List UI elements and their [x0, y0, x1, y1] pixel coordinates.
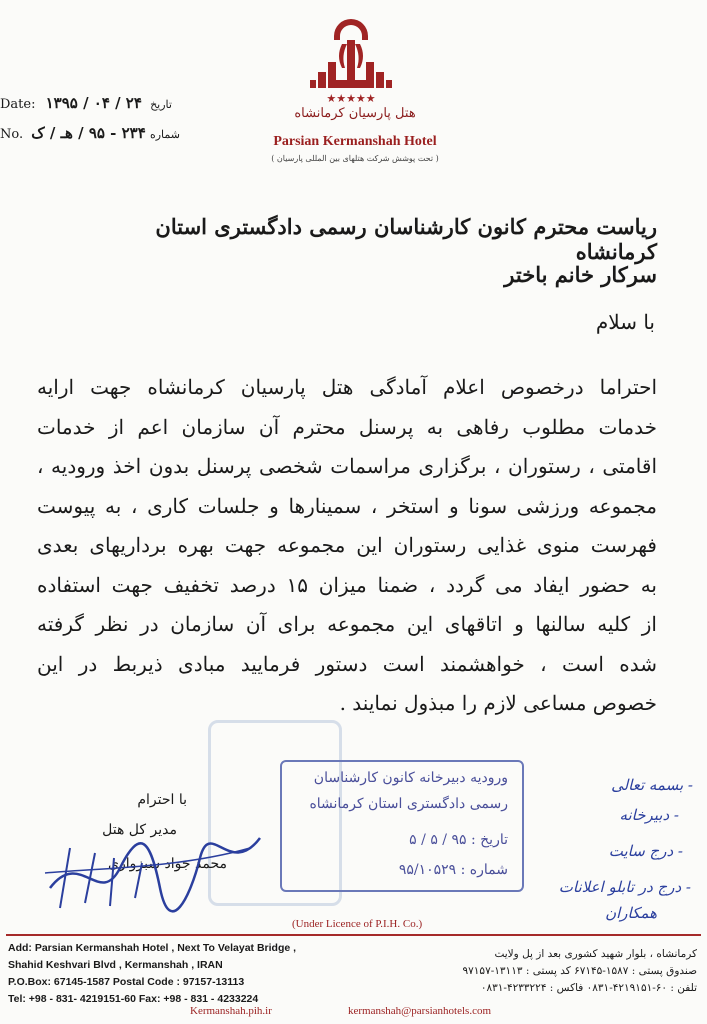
stamp-number: شماره : ۹۵/۱۰۵۲۹ [398, 862, 508, 878]
footer-line: تلفن : ۶۰-۴۲۱۹۱۵۱-۰۸۳۱ فاکس : ۴۲۳۳۲۲۴-۰۸۳۱ [480, 982, 697, 994]
hotel-name-fa: هتل پارسیان کرمانشاه [294, 106, 416, 121]
footer-address-fa [463, 946, 697, 997]
date-number-block [0, 88, 180, 148]
email-link[interactable]: kermanshah@parsianhotels.com [348, 1005, 492, 1017]
hotel-logo-icon [306, 14, 396, 106]
number-value: ۲۳۴ - ۹۵ / هـ / ک [31, 124, 146, 142]
handwritten-note: - بسمه تعالی [611, 776, 693, 794]
handwritten-note: همکاران [605, 904, 657, 922]
reception-stamp [280, 760, 524, 892]
footer-line: Add: Parsian Kermanshah Hotel , Next To Velayat Bridge , [8, 942, 297, 954]
footer-line: Shahid Keshvari Blvd , Kermanshah , IRAN [8, 959, 223, 971]
date-value: ۱۳۹۵ / ۰۴ / ۲۴ [45, 94, 142, 112]
footer-line: کرمانشاه ، بلوار شهید کشوری بعد از پل ولایت [494, 948, 697, 960]
stamp-line-1: ورودیه دبیرخانه کانون کارشناسان [313, 770, 508, 786]
greeting: با سلام [595, 310, 655, 334]
footer-line: صندوق پستی : ۱۵۸۷-۶۷۱۴۵ کد پستی : ۱۳۱۱۳-۹۷۱۵۷ [462, 965, 697, 977]
footer-address-en [8, 940, 296, 1008]
hotel-name-en: Parsian Kermanshah Hotel [273, 134, 437, 149]
number-label: No. [0, 127, 24, 142]
footer-line: P.O.Box: 67145-1587 Postal Code : 97157-13113 [8, 976, 245, 988]
regards: با احترام [137, 792, 187, 808]
number-label-fa: شماره [149, 128, 180, 141]
website-link[interactable]: Kermanshah.pih.ir [190, 1005, 272, 1017]
handwritten-note: - درج در تابلو اعلانات [558, 878, 691, 896]
body-line: شده است ، خواهشمند است دستور فرمایید مبادی ذیربط در این [37, 651, 657, 676]
signatory-name: محمد جواد سبزواری [108, 856, 227, 872]
footer-line: Tel: +98 - 831- 4219151-60 Fax: +98 - 831 - 4233224 [8, 993, 259, 1005]
body-line: احتراما درخصوص اعلام آمادگی هتل پارسیان کرمانشاه جهت ارایه [37, 375, 657, 399]
body-line: فهرست منوی غذایی رستوران این مجموعه جهت بهره برداریهای بعدی [37, 533, 657, 557]
stamp-line-2: رسمی دادگستری استان کرمانشاه [309, 796, 508, 812]
licence-note: (Under Licence of P.I.H. Co.) [292, 918, 423, 930]
signatory-title: مدیر کل هتل [102, 822, 177, 838]
body-line: به حضور ایفاد می گردد ، ضمنا میزان ۱۵ درصد تخفیف جهت استفاده [37, 572, 657, 597]
number-line [0, 118, 180, 148]
footer-divider [6, 934, 701, 936]
handwritten-note: - دبیرخانه [619, 806, 679, 824]
addressee-line-1: ریاست محترم کانون کارشناسان رسمی دادگستری استان کرمانشاه [155, 214, 657, 264]
body-line: خصوص مساعی لازم را مبذول نمایند . [339, 691, 657, 715]
date-label-fa: تاریخ [150, 98, 172, 111]
stamp-date: تاریخ : ۹۵ / ۵ / ۵ [409, 832, 508, 848]
signature-icon [40, 828, 270, 918]
hotel-subtitle: ( تحت پوشش شرکت هتلهای بین المللی پارسیان ) [271, 154, 439, 163]
addressee-line-2: سرکار خانم باختر [504, 262, 657, 287]
body-line: از کلیه سالنها و اتاقهای این مجموعه برای آن سازمان در نظر گرفته [37, 612, 657, 636]
handwritten-note: - درج سایت [608, 842, 683, 860]
letter-body [37, 368, 657, 724]
body-line: اقامتی ، رستوران ، برگزاری مراسمات شخصی پرسنل بدون اخذ ورودیه ، [37, 454, 657, 478]
logo-stars: ★★★★★ [326, 92, 376, 105]
date-line [0, 88, 180, 118]
body-line: خدمات مطلوب رفاهی به پرسنل محترم آن سازمان اعم از خدمات [37, 414, 657, 439]
date-label: Date: [0, 97, 36, 112]
body-line: مجموعه ورزشی سونا و استخر ، سمینارها و جلسات کاری ، به پیوست [37, 493, 657, 518]
